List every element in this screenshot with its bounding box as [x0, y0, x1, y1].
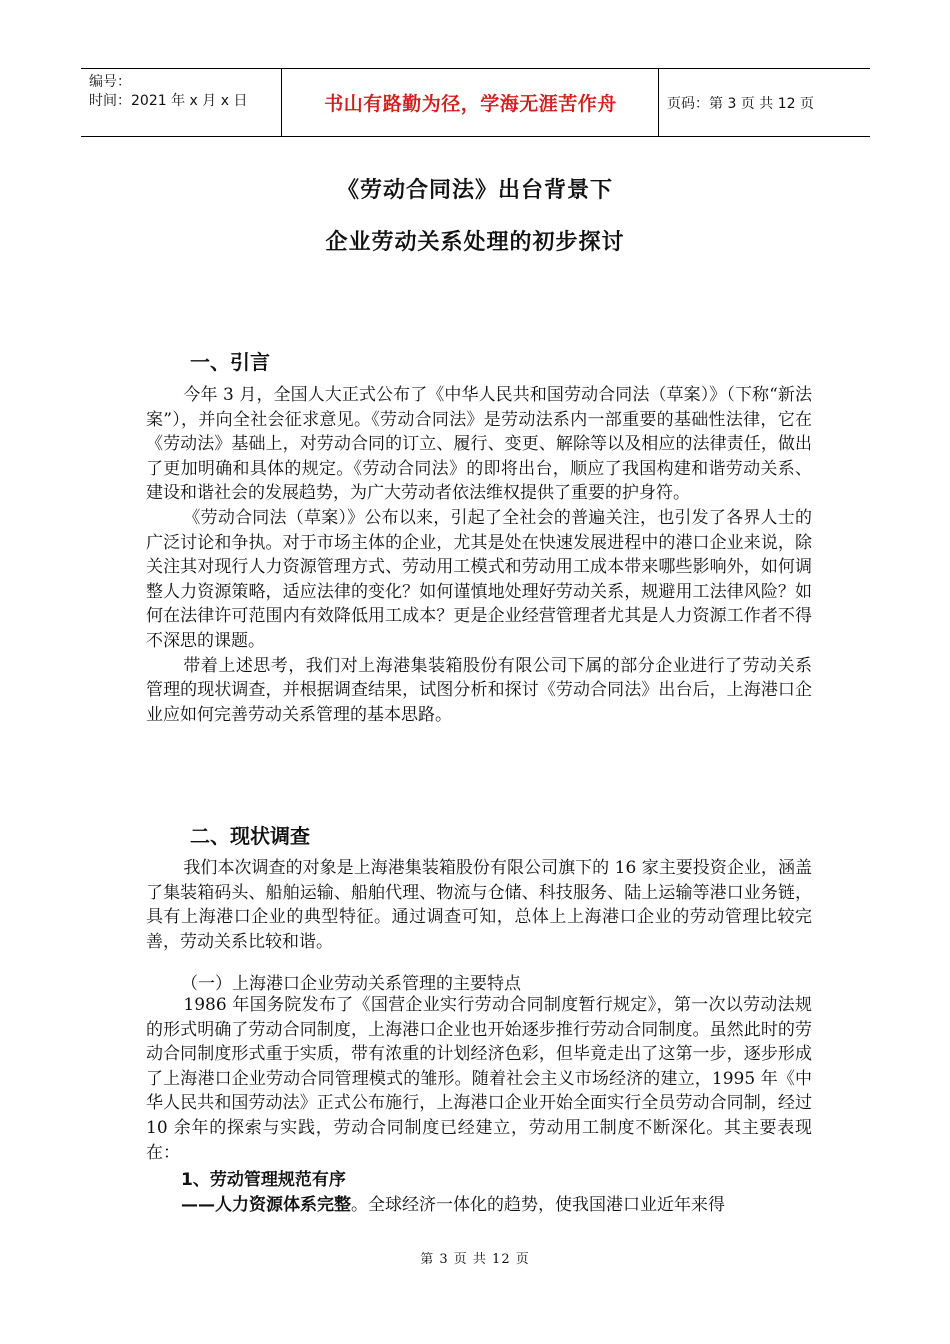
document-date-label: 时间：2021 年 x 月 x 日 — [89, 93, 248, 109]
document-title-line2: 企业劳动关系处理的初步探讨 — [325, 230, 625, 255]
paragraph: 1986 年国务院发布了《国营企业实行劳动合同制度暂行规定》，第一次以劳动法规的形式明确了劳动合同制度，上海港口企业也开始逐步推行劳动合同制度。虽然此时的劳动合同制度形式重于实质，带有浓重的计划经济色彩，但毕竟走出了这第一步，逐步形成了上海港口企业劳动合同管理模式的雏形。随着社会主义市场经济的建立，1995 年《中华人民共和国劳动法》正式公布施行，上海港口企业开始全面实行全员劳动合同制，经过 10 余年的探索与实践，劳动合同制度已经建立，劳动用工制度不断深化。其主要表现在： — [146, 995, 812, 1163]
section-intro-body — [146, 383, 812, 727]
section-survey-intro — [146, 856, 812, 954]
section-heading-intro: 一、引言 — [190, 350, 270, 374]
header-page-info: 页码：第 3 页 共 12 页 — [667, 96, 814, 112]
section-heading-survey: 二、现状调查 — [190, 824, 310, 848]
document-number-label: 编号： — [89, 74, 131, 90]
lead-text: 。全球经济一体化的趋势，使我国港口业近年来得 — [351, 1195, 725, 1215]
lead-paragraph-line — [181, 1190, 821, 1215]
header-meta — [89, 73, 247, 111]
page-header — [81, 68, 870, 137]
paragraph: 今年 3 月，全国人大正式公布了《中华人民共和国劳动合同法（草案）》（下称“新法案”），并向全社会征求意见。《劳动合同法》是劳动法系内一部重要的基础性法律，它在《劳动法》基础上，对劳动合同的订立、履行、变更、解除等以及相应的法律责任，做出了更加明确和具体的规定。《劳动合同法》的即将出台，顺应了我国构建和谐劳动关系、建设和谐社会的发展趋势，为广大劳动者依法维权提供了重要的护身符。 — [146, 385, 812, 504]
page-footer: 第 3 页 共 12 页 — [420, 1252, 530, 1267]
document-title-line1: 《劳动合同法》出台背景下 — [336, 178, 613, 203]
paragraph: 《劳动合同法（草案）》公布以来，引起了全社会的普遍关注，也引发了各界人士的广泛讨论和争执。对于市场主体的企业，尤其是处在快速发展进程中的港口企业来说，除关注其对现行人力资源管理方式、劳动用工模式和劳动用工成本带来哪些影响外，如何调整人力资源策略，适应法律的变化？如何谨慎地处理好劳动关系，规避用工法律风险？如何在法律许可范围内有效降低用工成本？更是企业经营管理者尤其是人力资源工作者不得不深思的课题。 — [146, 507, 812, 651]
paragraph: 带着上述思考，我们对上海港集装箱股份有限公司下属的部分企业进行了劳动关系管理的现状调查，并根据调查结果，试图分析和探讨《劳动合同法》出台后，上海港口企业应如何完善劳动关系管理的基本思路。 — [146, 655, 812, 725]
subsection-body — [146, 993, 812, 1165]
lead-bold-phrase: ——人力资源体系完整 — [181, 1195, 351, 1215]
header-divider — [658, 69, 659, 136]
header-motto: 书山有路勤为径，学海无涯苦作舟 — [324, 93, 617, 115]
subsection-heading: （一）上海港口企业劳动关系管理的主要特点 — [181, 974, 521, 994]
point-heading: 1、劳动管理规范有序 — [181, 1170, 346, 1190]
paragraph: 我们本次调查的对象是上海港集装箱股份有限公司旗下的 16 家主要投资企业，涵盖了集装箱码头、船舶运输、船舶代理、物流与仓储、科技服务、陆上运输等港口业务链，具有上海港口企业的典型特征。通过调查可知，总体上上海港口企业的劳动管理比较完善，劳动关系比较和谐。 — [146, 858, 812, 952]
